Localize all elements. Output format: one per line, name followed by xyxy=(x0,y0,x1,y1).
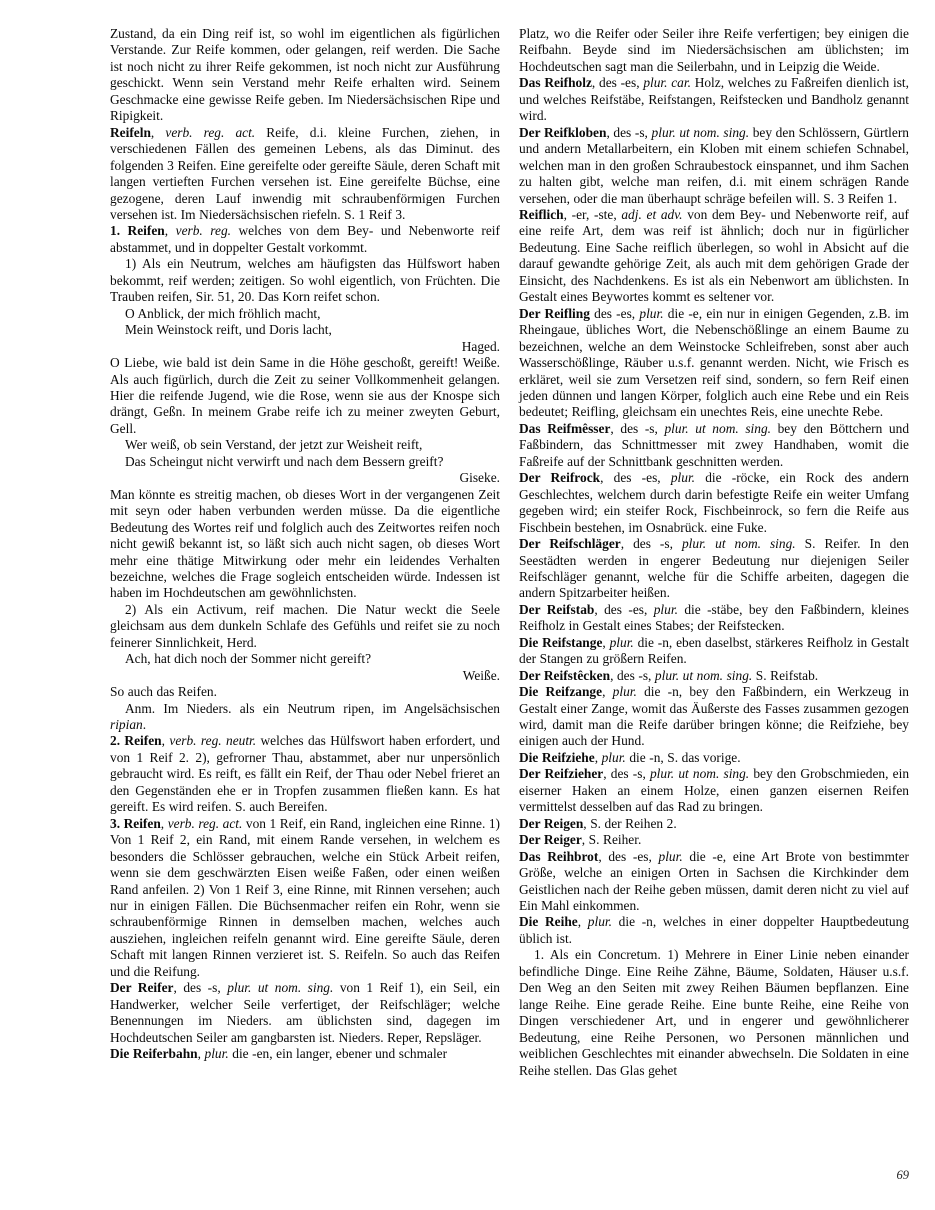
dictionary-entry xyxy=(110,1046,500,1062)
text-run: O Liebe, wie bald ist dein Same in die Höhe geschoßt, gereift! Weiße. Als auch figürlich, durch die Zeit zu seiner Vollkommenheit gelangen. Hier die reifende Jugend, wie die Rose, wenn sie aus der Knospe sich drängt, Geßn. In meinem Grabe reife ich zu meiner zweyten Geburt, Gell. xyxy=(110,355,500,436)
text-run: , des -s, xyxy=(610,667,655,683)
headword: Der Reifling xyxy=(519,305,590,321)
dictionary-entry xyxy=(110,980,500,1046)
paragraph xyxy=(110,668,500,684)
headword: 3. Reifen xyxy=(110,815,161,831)
text-run: Reife, d.i. kleine Furchen, ziehen, in verschiedenen Fällen des gemeinen Lebens, als das Diminut. des folgenden 3 Reifen. Eine gereifelte oder gereifte Säule, deren Schaft mit langen vertieften Furchen versehen ist. Eine gereifelte Büchse, eine gezogene, deren Lauf inwendig mit schraubenförmigen Furchen versehen ist. Im Niedersächsischen riefeln. S. 1 Reif 3. xyxy=(110,124,500,222)
text-run: bey den Grobschmieden, ein eiserner Haken an einem Holze, einen ganzen eisernen Reifen vermittelst desselben auf das Rad zu bringen. xyxy=(519,766,910,815)
page-number: 69 xyxy=(896,1168,909,1182)
text-run: , des -s, xyxy=(603,766,650,782)
text-run: von dem Bey- und Nebenworte reif, auf eine reife Art, dem was reif ist ähnlich; doch nur in figürlicher Bedeutung. Eine Sache reiflich überlegen, so wohl in Absicht auf die darauf gewandte gehörige Zeit, als auch mit dem gehörigen Grade der Einsicht, des Nachdenkens. Es ist als ein Nebenwort am üblichsten. In Gestalt eines Beywortes kommt es seltener vor. xyxy=(519,206,909,305)
text-run: , -er, -ste, xyxy=(563,206,622,222)
headword: Reifeln xyxy=(110,124,151,140)
text-run: Ach, hat dich noch der Sommer nicht gereift? xyxy=(125,651,372,667)
grammar-label: plur. ut nom. sing. xyxy=(227,980,334,996)
text-run: die -röcke, ein Rock des andern Geschlechtes, welchem durch darin befestigte Reife ein weiter Umfang gegeben wird; ein steifer Rock, Fischbeinrock, so fern die Reife aus Fischbein bestehen, im Osnabrück. eine Fuke. xyxy=(519,470,909,535)
text-run: 1. Als ein Concretum. 1) Mehrere in Einer Linie neben einander befindliche Dinge. Eine Reihe Zähne, Bäume, Soldaten, Häuser u.s.f. Den Weg an den Seiten mit zwey Reihen Bäumen bepflanzen. Eine lange Reihe. Eine gerade Reihe. Eine bunte Reihe, eine Reihe von Dingen verschiedener Art, und in engerer und gewöhnlicherer Bedeutung, eine Reihe Personen, wo Personen männlichen und weiblichen Geschlechtes mit einander abwechseln. Die Soldaten in eine Reihe stellen. Das Glas gehet xyxy=(519,947,909,1078)
text-run: , xyxy=(160,815,168,831)
text-run: Mein Weinstock reift, und Doris lacht, xyxy=(125,322,332,338)
text-run: , xyxy=(602,684,613,700)
grammar-label: plur. car. xyxy=(643,75,691,91)
dictionary-entry xyxy=(519,75,909,124)
text-run: Zustand, da ein Ding reif ist, so wohl im eigentlichen als figürlichen Verstande. Zur Reife kommen, oder gelangen, reif werden. Die Sache ist noch nicht zu ihrer Reife gekommen, ist noch nicht zur Ausführung geschickt. Wenn sein Verstand mehr Reife erhalten wird. Seinem Geschmacke eine gewisse Reife geben. Im Niedersächsischen Ripe und Ripigkeit. xyxy=(110,26,500,124)
text-run: S. Reifer. In den Seestädten werden in engerer Bedeutung nur diejenigen Seiler Reifschläger genannt, welche für die Schiffe arbeiten, dagegen die andern Spitzarbeiter heißen. xyxy=(519,536,909,601)
text-run: Haged. xyxy=(461,338,500,354)
dictionary-entry xyxy=(519,750,909,766)
text-run: , des -es, xyxy=(591,75,644,91)
text-run: die -en, ein langer, ebener und schmaler xyxy=(228,1046,448,1062)
text-run: Wer weiß, ob sein Verstand, der jetzt zur Weisheit reift, xyxy=(125,437,423,453)
text-run: Weiße. xyxy=(462,667,500,683)
grammar-label: adj. et adv. xyxy=(621,206,683,222)
text-run: Anm. Im Nieders. als ein Neutrum ripen, im Angelsächsischen xyxy=(125,700,500,716)
text-run: , xyxy=(164,223,176,239)
headword: Die Reiferbahn xyxy=(110,1046,198,1062)
text-run: , xyxy=(577,914,588,930)
dictionary-entry xyxy=(110,733,500,815)
text-run: Holz, welches zu Faßreifen dienlich ist, und welches Reifstäbe, Reifstangen, Reifstecken und Bandholz genannt wird. xyxy=(519,75,909,124)
dictionary-entry xyxy=(519,832,909,848)
text-columns xyxy=(110,26,910,1079)
paragraph xyxy=(110,487,500,602)
text-run: So auch das Reifen. xyxy=(110,684,217,700)
text-run: Giseke. xyxy=(459,470,500,486)
text-run: die -n, S. das vorige. xyxy=(625,749,741,765)
paragraph xyxy=(110,339,500,355)
grammar-label: plur. xyxy=(601,749,626,765)
headword: Die Reifstange xyxy=(519,634,603,650)
dictionary-entry xyxy=(110,223,500,256)
grammar-label: plur. xyxy=(670,470,696,486)
headword: Das Reihbrot xyxy=(519,848,599,864)
text-run: , S. Reiher. xyxy=(581,832,642,848)
grammar-label: verb. reg. neutr. xyxy=(169,733,257,749)
dictionary-entry xyxy=(519,816,909,832)
text-run: O Anblick, der mich fröhlich macht, xyxy=(125,305,321,321)
dictionary-entry xyxy=(519,602,909,635)
headword: Der Reifer xyxy=(110,980,174,996)
grammar-label: plur. ut nom. sing. xyxy=(654,667,753,683)
text-run: , des -es, xyxy=(600,470,671,486)
headword: Reiflich xyxy=(519,206,564,222)
headword: Die Reihe xyxy=(519,914,578,930)
grammar-label: plur. xyxy=(587,914,612,930)
paragraph xyxy=(110,701,500,734)
headword: Der Reifzieher xyxy=(519,766,604,782)
dictionary-entry xyxy=(519,306,909,421)
grammar-label: plur. xyxy=(658,848,683,864)
paragraph xyxy=(519,26,909,75)
text-run: die -e, eine Art Brote von bestimmter Größe, welche an einigen Orten in Sachsen die Kirchkinder dem Geistlichen nach der Reihe geben müssen, damit deren nicht zu viel auf Ein Mahl einkommen. xyxy=(519,848,909,914)
text-run: die -n, eben daselbst, stärkeres Reifholz in Gestalt der Stangen zu größern Reifen. xyxy=(519,634,909,667)
text-run: die -n, bey den Faßbindern, ein Werkzeug in Gestalt einer Zange, womit das Äußerste des Fasses zusammen gezogen wird, damit man die Reife darüber bringen könne; die Reifziehe, bey einigen auch der Hund. xyxy=(519,684,909,749)
dictionary-entry xyxy=(519,766,909,815)
text-run: von 1 Reif, ein Rand, ingleichen eine Rinne. 1) Von 1 Reif 2, ein Rand, mit einem Rande versehen, in welchem es besonders die Schlösser gebrauchen, welche ein Stück Arbeit reifen, wenn sie dem geschwärzten Eisen weiße Faßen, oder einen weißen Rand anfeilen. 2) Von 1 Reif 3, eine Rinne, mit Rinnen versehen; auch nur in einigen Fällen. Die Büchsenmacher reifen ein Rohr, wenn sie schraubenförmige Rinnen in demselben machen, welches auch ausziehen, ingleichen reifeln genannt wird. Eine gereifte Säule, deren Schaft mit langen Rinnen verzieret ist. S. Reifeln. So auch das Reifen und die Reifung. xyxy=(110,815,500,979)
text-run: , S. der Reihen 2. xyxy=(583,815,677,831)
text-run: bey den Schlössern, Gürtlern und andern Metallarbeitern, ein Kloben mit einem schiefen Schnabel, welchen man in den großen Schraubestock einspannet, und ihm Sachen zu halten gibt, welche man reifen, d.i. mit einem schrägen Rande versehen, oder die man überhaupt schräge befeilen will. S. 3 Reifen 1. xyxy=(519,124,909,206)
grammar-label: ripian xyxy=(110,717,143,733)
text-run: von 1 Reif 1), ein Seil, ein Handwerker, welcher Seile verfertiget, der Reifschläger; welche Benennungen im Nieders. am üblichsten sind, dagegen im Hochdeutschen Seiler am gangbarsten ist. Nieders. Reper, Repsläger. xyxy=(110,980,501,1045)
column-right xyxy=(519,26,909,1079)
dictionary-entry xyxy=(110,816,500,981)
text-run: 2) Als ein Activum, reif machen. Die Natur weckt die Seele gleichsam aus dem dunkeln Schlafe des Gefühls und reifet sie zu noch feinerer Sinnlichkeit, Herd. xyxy=(110,601,500,650)
grammar-label: plur. ut nom. sing. xyxy=(664,420,771,436)
grammar-label: plur. ut nom. sing. xyxy=(681,536,796,552)
headword: Die Reifzange xyxy=(519,684,603,700)
text-run: Platz, wo die Reifer oder Seiler ihre Reife verfertigen; bey einigen die Reifbahn. Beyde sind im Niedersächsischen am üblichsten; im Hochdeutschen sagt man die Seilerbahn, und in Leipzig die Weide. xyxy=(519,26,909,74)
dictionary-entry xyxy=(519,849,909,915)
headword: Der Reiger xyxy=(519,832,582,848)
paragraph xyxy=(519,947,909,1079)
paragraph xyxy=(110,437,500,453)
headword: Der Reifstab xyxy=(519,601,595,617)
text-run: , xyxy=(161,733,170,749)
text-run: die -stäbe, bey den Faßbindern, kleines Reifholz in Gestalt eines Stabes; der Reifstecken. xyxy=(519,601,909,634)
text-run: , xyxy=(197,1046,205,1062)
grammar-label: verb. reg. act. xyxy=(165,124,256,140)
text-run: , des -s, xyxy=(606,124,652,140)
text-run: Man könnte es streitig machen, ob dieses Wort in der vergangenen Zeit mit seyn oder haben verbunden werden müsse. Da die eigentliche Bedeutung des Wortes reif und folglich auch des Zeitwortes reifen noch nicht gewiß bekannt ist, so läßt sich auch nicht sagen, ob dieses Wort mehr eine thätige Mitwirkung oder mehr ein leidendes Verhalten bezeichne, welches die Frage sogleich entscheiden würde. Indessen ist haben im Hochdeutschen am gewöhnlichsten. xyxy=(110,486,500,601)
text-run: , xyxy=(602,634,610,650)
paragraph xyxy=(110,26,500,125)
paragraph xyxy=(110,355,500,437)
paragraph xyxy=(110,256,500,305)
text-run: , des -s, xyxy=(610,420,665,436)
dictionary-entry xyxy=(519,536,909,602)
paragraph xyxy=(110,602,500,651)
text-run: S. Reifstab. xyxy=(752,667,819,683)
paragraph xyxy=(110,454,500,470)
headword: Der Reifstêcken xyxy=(519,667,611,683)
paragraph xyxy=(110,322,500,338)
grammar-label: plur. xyxy=(639,305,664,321)
headword: Das Reifholz xyxy=(519,75,592,91)
paragraph xyxy=(110,306,500,322)
dictionary-entry xyxy=(519,668,909,684)
dictionary-entry xyxy=(519,470,909,536)
text-run: , des -s, xyxy=(620,536,682,552)
text-run: bey den Böttchern und Faßbindern, das Schnittmesser mit zwey Handhaben, womit die Faßreife auf der Schnittbank geschnitten werden. xyxy=(519,420,910,469)
grammar-label: plur. xyxy=(653,601,678,617)
text-run: , des -s, xyxy=(173,980,228,996)
dictionary-entry xyxy=(519,207,909,306)
headword: Der Reifschläger xyxy=(519,536,621,552)
grammar-label: plur. ut nom. sing. xyxy=(651,124,750,140)
paragraph xyxy=(110,470,500,486)
grammar-label: verb. reg. act. xyxy=(167,815,243,831)
grammar-label: plur. xyxy=(612,684,637,700)
dictionary-entry xyxy=(519,684,909,750)
paragraph xyxy=(110,684,500,700)
dictionary-entry xyxy=(110,125,500,224)
text-run: , des -es, xyxy=(598,848,659,864)
text-run: . xyxy=(142,717,147,733)
grammar-label: plur. xyxy=(204,1046,229,1062)
column-left xyxy=(110,26,500,1079)
text-run: , des -es, xyxy=(594,601,654,617)
grammar-label: verb. reg. xyxy=(175,223,231,239)
text-run: die -e, ein nur in einigen Gegenden, z.B. im Rheingaue, übliches Wort, die Nebenschößlinge an einem Baume zu bezeichnen, welche an dem Weinstocke Schleifreben, sonst aber auch Wasserschößlinge, Räuber u.s.f. genannt werden. Nicht, wie Frisch es erkläret, weil sie zum Versetzen reif sind, sondern, so fern Reif einen jeden dünnen und langen Körper, folglich auch eine Rebe und ein Reis bedeutet; Reifling, gleichsam ein unechtes Reis, eine unechte Rebe. xyxy=(519,305,909,420)
text-run: die -n, welches in einer doppelter Hauptbedeutung üblich ist. xyxy=(519,914,909,946)
grammar-label: plur. xyxy=(609,634,634,650)
paragraph xyxy=(110,651,500,667)
headword: Der Reifkloben xyxy=(519,124,607,140)
headword: 1. Reifen xyxy=(110,223,165,239)
headword: Die Reifziehe xyxy=(519,749,595,765)
headword: Das Reifmêsser xyxy=(519,420,611,436)
text-run: , xyxy=(594,749,602,765)
text-run: des -es, xyxy=(589,305,640,321)
headword: Der Reigen xyxy=(519,815,584,831)
grammar-label: plur. ut nom. sing. xyxy=(649,766,750,782)
headword: Der Reifrock xyxy=(519,470,601,486)
headword: 2. Reifen xyxy=(110,733,162,749)
dictionary-entry xyxy=(519,125,909,207)
dictionary-entry xyxy=(519,914,909,947)
dictionary-entry xyxy=(519,635,909,668)
text-run: 1) Als ein Neutrum, welches am häufigsten das Hülfswort haben bekommt, reif werden; zeitigen. So wohl eigentlich, von Früchten. Die Trauben reifen, Sir. 51, 20. Das Korn reifet schon. xyxy=(110,256,500,305)
text-run: welches das Hülfswort haben erfordert, und von 1 Reif 2. 2), gefrorner Thau, abstammet, aber nur unpersönlich gebraucht wird. Es reift, es fällt ein Reif, der Thau oder Nebel frieret an den Gegenständen ehe er in Tropfen zusammen fließen kann. Es hat gereift. Es wird reifen. S. auch Bereifen. xyxy=(110,733,500,815)
dictionary-entry xyxy=(519,421,909,470)
text-run: welches von dem Bey- und Nebenworte reif abstammet, und in doppelter Gestalt vorkommt. xyxy=(110,223,500,255)
text-run: , xyxy=(150,124,166,140)
text-run: Das Scheingut nicht verwirft und nach dem Bessern greift? xyxy=(125,453,444,469)
